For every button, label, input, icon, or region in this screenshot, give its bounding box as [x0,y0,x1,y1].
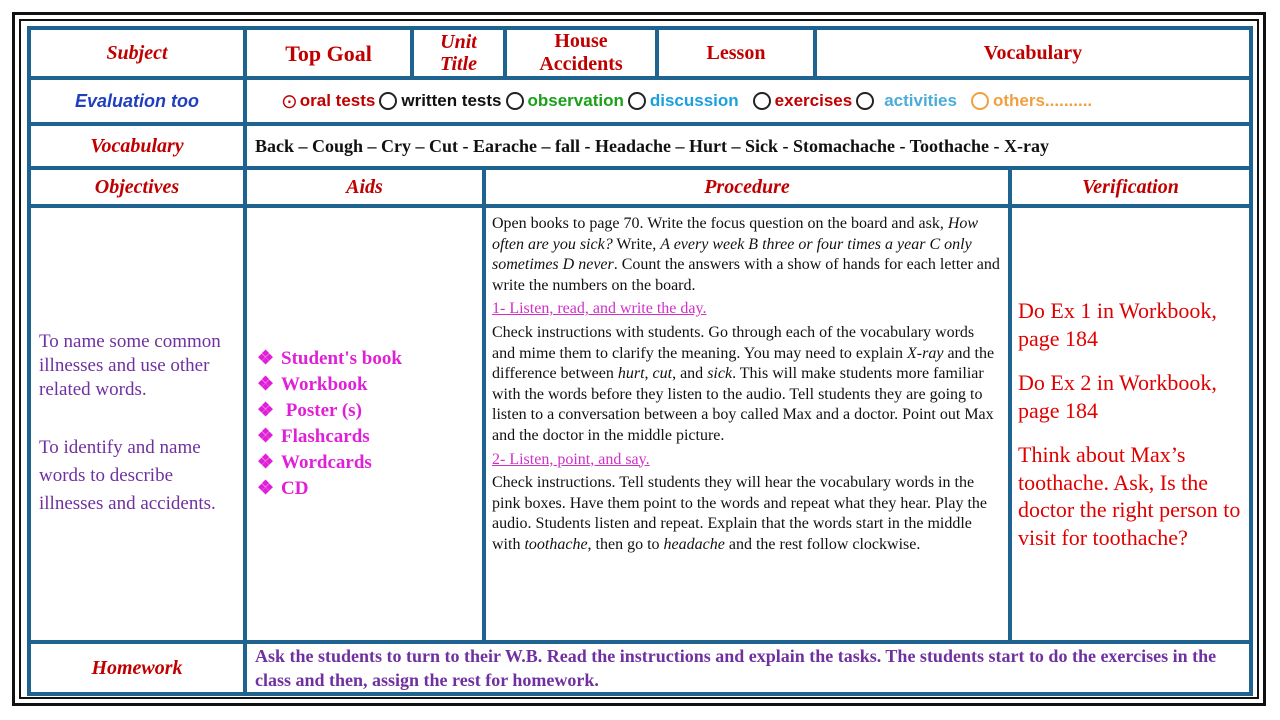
vocabulary-label: Vocabulary [90,134,184,157]
aid-item [257,398,362,424]
vocabulary-words-cell [243,122,1253,170]
diamond-bullet-icon: ❖ [257,426,275,447]
diamond-bullet-icon: ❖ [257,400,275,421]
aid-label: CD [281,478,309,499]
verification-cell [1008,204,1253,644]
aid-label: Flashcards [281,426,370,447]
aid-label: Wordcards [281,452,372,473]
eval-option-written-tests: written tests [401,91,502,110]
aid-item [257,424,370,450]
aid-item [257,476,308,502]
subject-label: Subject [106,41,168,64]
unit-title-value-cell [503,26,659,80]
vocabulary-label-cell [27,122,247,170]
homework-text: Ask the students to turn to their W.B. Read the instructions and explain the tasks. The students start to do the exercises in the class and then, assign the rest for homework. [255,646,1217,690]
unit-title-value-line2: Accidents [539,53,623,75]
aid-item [257,372,368,398]
vocabulary-words: Back – Cough – Cry – Cut - Earache – fall - Headache – Hurt – Sick - Stomachache - Toothache - X-ray [255,135,1049,156]
aid-item [257,346,402,372]
procedure-header-cell [482,166,1012,208]
eval-option-observation: observation [527,91,624,110]
procedure-cell [482,204,1012,644]
eval-option-activities: activities [884,91,957,110]
verification-item: Do Ex 1 in Workbook, page 184 [1018,298,1217,351]
lesson-label: Lesson [706,41,766,64]
verification-item: Do Ex 2 in Workbook, page 184 [1018,370,1217,423]
aids-header-cell [243,166,486,208]
procedure-intro: Open books to page 70. Write the focus question on the board and ask, How often are you sick? Write, A every week B three or four times a year C only sometimes D never. Count the answers with a show of hands for each letter and write the numbers on the board. [492,215,1000,294]
unit-title-label-line2: Title [439,53,478,75]
radio-circle-icon [753,92,771,110]
evaluation-options-cell [243,76,1253,126]
aid-item [257,450,372,476]
selected-marker-icon: ⊙ [281,90,298,113]
radio-circle-icon [971,92,989,110]
radio-circle-icon [628,92,646,110]
evaluation-label-cell [27,76,247,126]
homework-label-cell [27,640,247,696]
radio-circle-icon [856,92,874,110]
subject-value-cell [243,26,414,80]
procedure-step-2-text-a: Check instructions. Tell students they will hear the vocabulary words in the pink boxes. Have them point to the words and repeat what they hear. Play the [492,474,987,512]
procedure-step-1-text: Check instructions with students. Go through each of the vocabulary words and mime them to clarify the meaning. You may need to explain X-ray and the difference between hurt, cut, and sick. This will make students more familiar with the words before they listen to the audio. Tell students they are going to listen to a conversation between a boy called Max and a doctor. Point out Max and the doctor in the middle picture. [492,323,995,444]
procedure-step-2-text-b: audio. Students listen and repeat. Explain that the words start in the middle with toothache, then go to headache and the rest follow clockwise. [492,515,972,553]
verification-header: Verification [1082,175,1179,198]
diamond-bullet-icon: ❖ [257,374,275,395]
aids-header: Aids [346,175,383,198]
lesson-value-cell [813,26,1253,80]
radio-circle-icon [506,92,524,110]
aid-label: Poster (s) [281,400,362,421]
unit-title-label-cell [410,26,507,80]
aid-label: Student's book [281,348,402,369]
homework-text-cell [243,640,1253,696]
objective-item: To name some common illnesses and use other related words. [39,331,221,400]
eval-option-exercises: exercises [774,91,853,110]
verification-header-cell [1008,166,1253,208]
verification-item: Think about Max’s toothache. Ask, Is the doctor the right person to visit for toothache? [1018,442,1241,550]
procedure-header: Procedure [704,175,790,198]
procedure-step-1-heading: 1- Listen, read, and write the day. [492,300,707,318]
objectives-cell [27,204,247,644]
objectives-header: Objectives [94,175,180,198]
unit-title-value-line1: House [554,30,608,52]
procedure-step-2-heading: 2- Listen, point, and say. [492,450,650,468]
subject-value: Top Goal [285,40,372,66]
objectives-header-cell [27,166,247,208]
lesson-value: Vocabulary [983,41,1083,64]
aids-cell [243,204,486,644]
diamond-bullet-icon: ❖ [257,452,275,473]
eval-option-oral-tests: oral tests [299,91,376,110]
diamond-bullet-icon: ❖ [257,478,275,499]
lesson-label-cell [655,26,817,80]
eval-option-discussion: discussion [649,91,739,110]
aid-label: Workbook [281,374,368,395]
objective-item: To identify and name words to describe illnesses and accidents. [39,437,216,514]
evaluation-label: Evaluation too [74,90,199,111]
radio-circle-icon [379,92,397,110]
diamond-bullet-icon: ❖ [257,348,275,369]
unit-title-label-line1: Unit [440,31,477,53]
eval-option-others: others.......... [992,91,1093,110]
subject-label-cell [27,26,247,80]
homework-label: Homework [91,656,183,679]
